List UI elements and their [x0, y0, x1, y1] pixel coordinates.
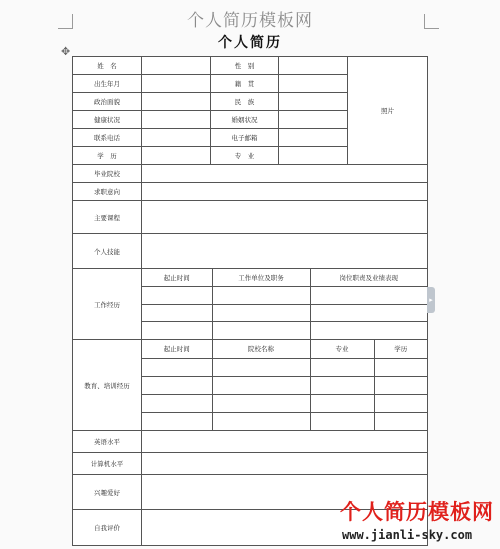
computer-label: 计算机水平: [73, 453, 142, 475]
edu-header-degree: 学历: [374, 340, 427, 358]
job-intent-label: 求职意向: [73, 183, 142, 201]
computer-field[interactable]: [142, 453, 428, 475]
resume-table: [72, 56, 428, 546]
edu-cell[interactable]: [212, 394, 310, 412]
edu-cell[interactable]: [142, 394, 212, 412]
education-label: 学 历: [73, 147, 142, 165]
english-field[interactable]: [142, 431, 428, 453]
edu-cell[interactable]: [374, 412, 427, 430]
health-field[interactable]: [142, 111, 211, 129]
origin-field[interactable]: [279, 75, 348, 93]
work-header-duties: 岗位职责及业绩表现: [310, 269, 427, 287]
edu-cell[interactable]: [310, 394, 374, 412]
marital-field[interactable]: [279, 111, 348, 129]
politics-field[interactable]: [142, 93, 211, 111]
health-label: 健康状况: [73, 111, 142, 129]
gender-label: 性 别: [211, 57, 279, 75]
edu-cell[interactable]: [310, 412, 374, 430]
ethnicity-field[interactable]: [279, 93, 348, 111]
move-cross-icon[interactable]: ✥: [61, 45, 71, 58]
hobbies-label: 兴趣爱好: [73, 475, 142, 510]
edu-cell[interactable]: [374, 358, 427, 376]
edu-subtable: [142, 340, 427, 430]
email-field[interactable]: [279, 129, 348, 147]
skills-field[interactable]: [142, 234, 428, 269]
email-label: 电子邮箱: [211, 129, 279, 147]
work-cell[interactable]: [212, 322, 310, 340]
school-field[interactable]: [142, 165, 428, 183]
ethnicity-label: 民 族: [211, 93, 279, 111]
edu-cell[interactable]: [374, 394, 427, 412]
edu-cell[interactable]: [212, 376, 310, 394]
major-field[interactable]: [279, 147, 348, 165]
school-label: 毕业院校: [73, 165, 142, 183]
work-cell[interactable]: [310, 287, 427, 305]
birth-label: 出生年月: [73, 75, 142, 93]
name-label: 姓 名: [73, 57, 142, 75]
origin-label: 籍 贯: [211, 75, 279, 93]
watermark-text: 个人简历模板网: [340, 500, 494, 524]
work-cell[interactable]: [142, 287, 212, 305]
side-expand-icon[interactable]: ▸: [427, 287, 435, 313]
gender-field[interactable]: [279, 57, 348, 75]
edu-cell[interactable]: [212, 358, 310, 376]
work-subtable: [142, 269, 427, 339]
name-field[interactable]: [142, 57, 211, 75]
work-subtable-cell: [142, 269, 428, 340]
work-header-employer: 工作单位及职务: [212, 269, 310, 287]
job-intent-field[interactable]: [142, 183, 428, 201]
edu-header-period: 起止时间: [142, 340, 212, 358]
document-title: 个人简历: [218, 35, 282, 51]
work-cell[interactable]: [310, 304, 427, 322]
phone-label: 联系电话: [73, 129, 142, 147]
english-label: 英语水平: [73, 431, 142, 453]
education-field[interactable]: [142, 147, 211, 165]
edu-cell[interactable]: [142, 412, 212, 430]
watermark-url: www.jianli-sky.com: [342, 528, 473, 542]
edu-subtable-cell: [142, 340, 428, 431]
birth-field[interactable]: [142, 75, 211, 93]
edu-cell[interactable]: [142, 376, 212, 394]
self-eval-label: 自我评价: [73, 510, 142, 546]
work-cell[interactable]: [142, 304, 212, 322]
work-header-period: 起止时间: [142, 269, 212, 287]
edu-cell[interactable]: [212, 412, 310, 430]
marital-label: 婚姻状况: [211, 111, 279, 129]
work-cell[interactable]: [212, 304, 310, 322]
edu-cell[interactable]: [374, 376, 427, 394]
work-cell[interactable]: [310, 322, 427, 340]
work-label: 工作经历: [73, 269, 142, 340]
politics-label: 政治面貌: [73, 93, 142, 111]
edu-header-school: 院校名称: [212, 340, 310, 358]
major-label: 专 业: [211, 147, 279, 165]
site-title: 个人简历模板网: [187, 11, 313, 31]
photo-cell[interactable]: 照片: [348, 57, 428, 165]
work-cell[interactable]: [212, 287, 310, 305]
courses-label: 主要课程: [73, 201, 142, 234]
skills-label: 个人技能: [73, 234, 142, 269]
edu-label: 教育、培训经历: [73, 340, 142, 431]
edu-header-major: 专业: [310, 340, 374, 358]
edu-cell[interactable]: [310, 376, 374, 394]
phone-field[interactable]: [142, 129, 211, 147]
edu-cell[interactable]: [310, 358, 374, 376]
courses-field[interactable]: [142, 201, 428, 234]
work-cell[interactable]: [142, 322, 212, 340]
edu-cell[interactable]: [142, 358, 212, 376]
